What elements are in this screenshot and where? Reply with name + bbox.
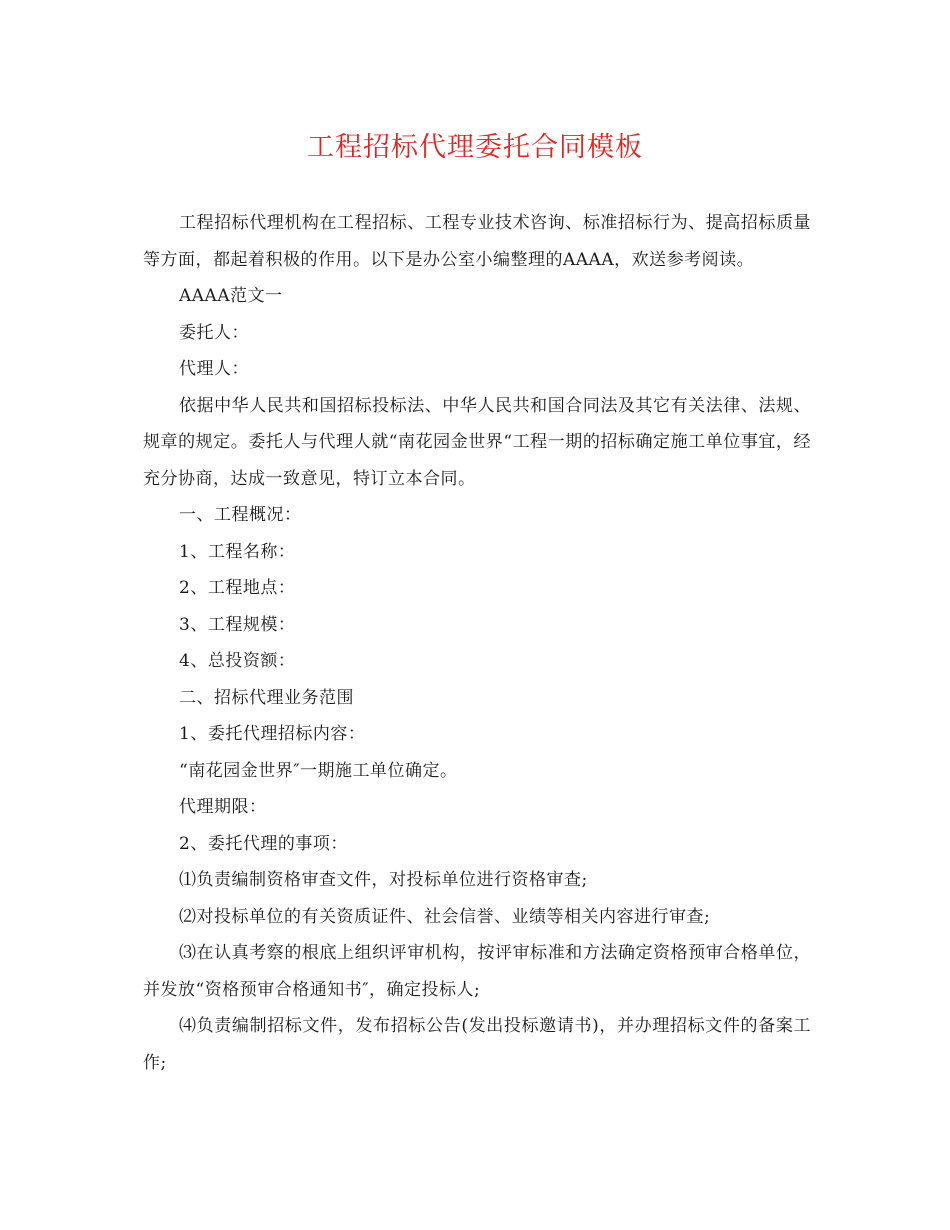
paragraph-agency-matters: 2、委托代理的事项： [179, 833, 348, 854]
paragraph-total-investment: 4、总投资额： [179, 651, 296, 671]
paragraph-item-2: ⑵对投标单位的有关资质证件、社会信誉、业绩等相关内容进行审查; [179, 906, 711, 927]
paragraph-project-scale: 3、工程规模： [179, 614, 296, 635]
paragraph-bidding-content: 1、委托代理招标内容： [179, 724, 366, 744]
document-body [143, 205, 811, 1081]
document-title: 工程招标代理委托合同模板 [307, 132, 643, 163]
paragraph-bidding-content-detail: “南花园金世界″一期施工单位确定。 [179, 760, 458, 781]
paragraph-project-location: 2、工程地点： [179, 578, 296, 598]
paragraph-item-3: ⑶在认真考察的根底上组织评审机构，按评审标准和方法确定资格预审合格单位，并发放“资格预审合格通知书″，确定投标人; [143, 943, 811, 1000]
paragraph-project-name: 1、工程名称： [179, 541, 296, 562]
paragraph-item-4: ⑷负责编制招标文件，发布招标公告(发出投标邀请书)，并办理招标文件的备案工作; [143, 1016, 811, 1073]
paragraph-item-1: ⑴负责编制资格审查文件，对投标单位进行资格审查; [179, 870, 588, 890]
paragraph-section-1: 一、工程概况： [179, 505, 302, 525]
paragraph-intro: 工程招标代理机构在工程招标、工程专业技术咨询、标准招标行为、提高招标质量等方面，都起着积极的作用。以下是办公室小编整理的AAAA，欢送参考阅读。 [143, 213, 811, 270]
paragraph-client: 委托人： [179, 322, 249, 343]
paragraph-agency-period: 代理期限： [179, 797, 267, 817]
paragraph-legal-basis: 依据中华人民共和国招标投标法、中华人民共和国合同法及其它有关法律、法规、规章的规定。委托人与代理人就“南花园金世界“工程一期的招标确定施工单位事宜，经充分协商，达成一致意见，特订立本合同。 [143, 395, 811, 489]
paragraph-sample-heading: AAAA范文一 [179, 286, 283, 306]
paragraph-agent: 代理人： [179, 359, 249, 379]
paragraph-section-2: 二、招标代理业务范围 [179, 687, 354, 708]
